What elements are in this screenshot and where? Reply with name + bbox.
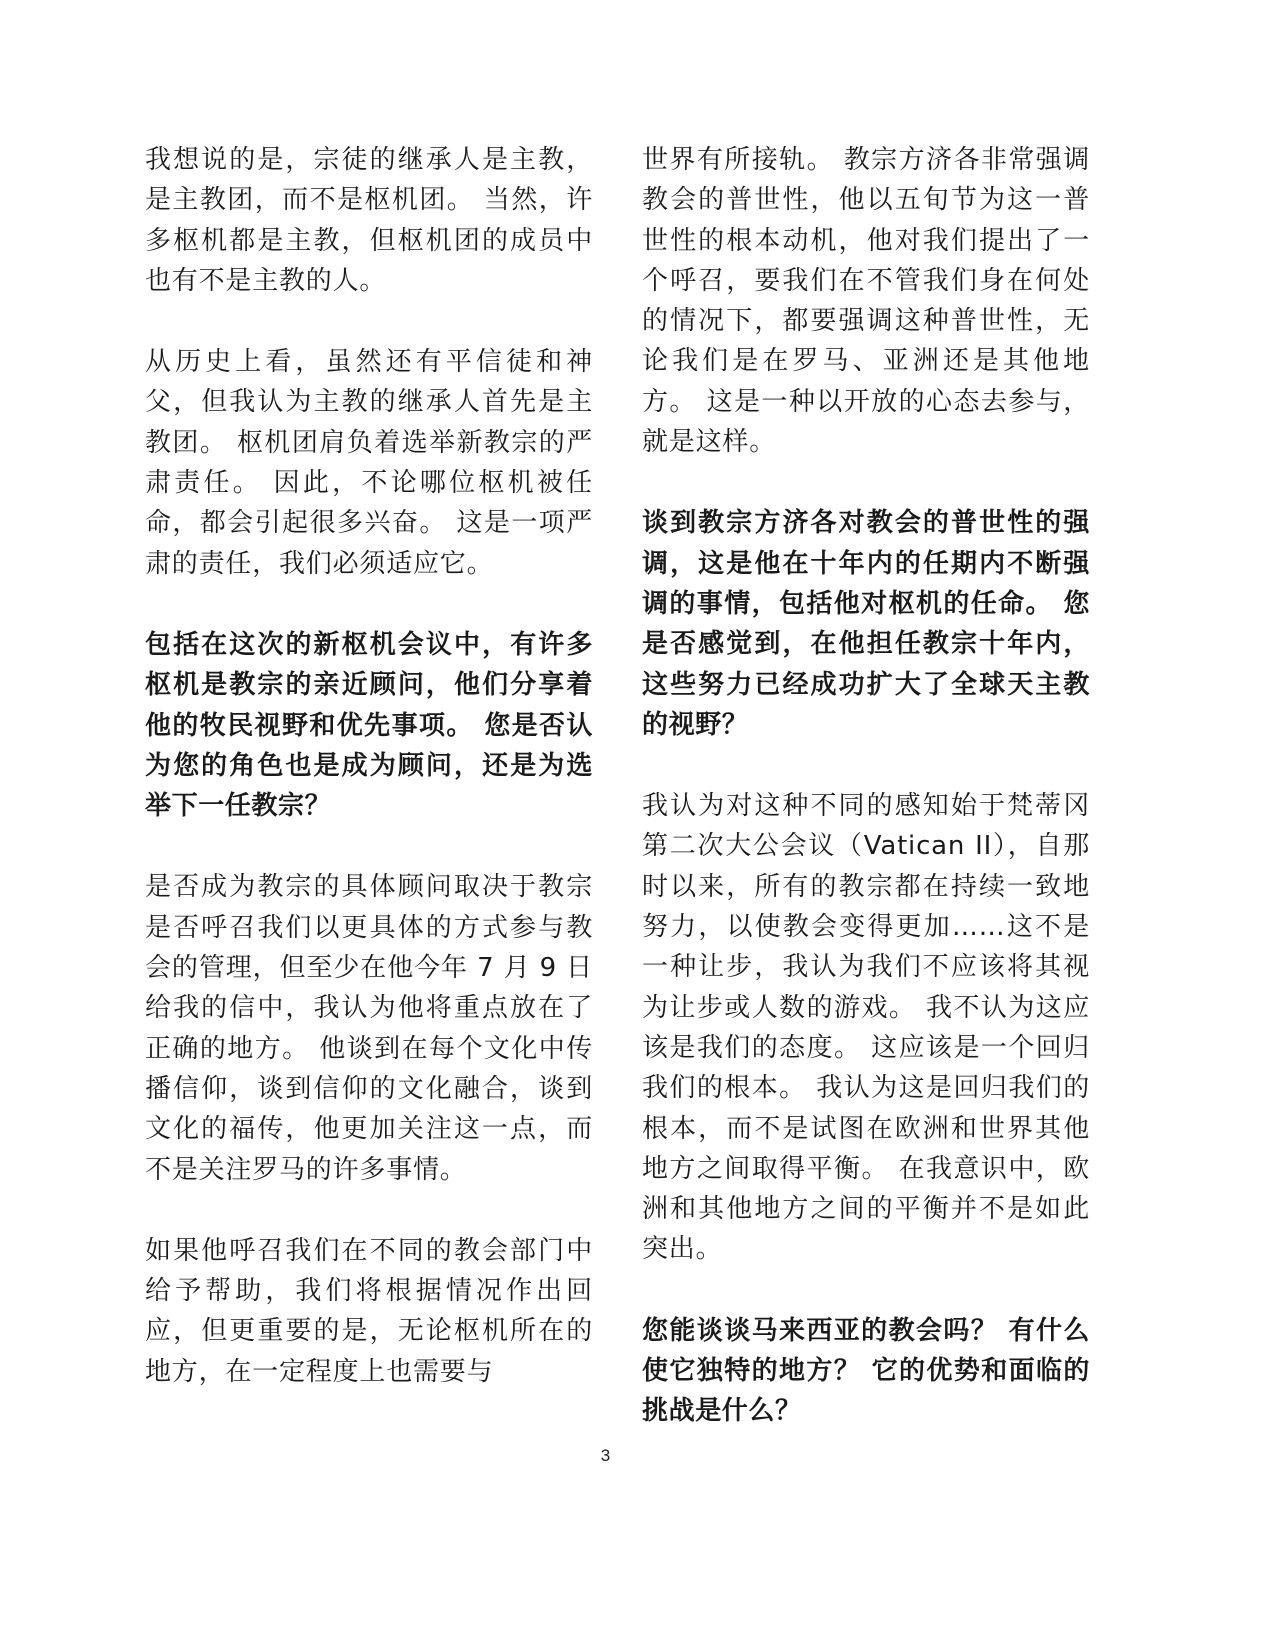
answer-paragraph: 如果他呼召我们在不同的教会部门中给予帮助，我们将根据情况作出回应，但更重要的是，无论枢机所在的地方，在一定程度上也需要与: [145, 1235, 593, 1387]
question-paragraph: 谈到教宗方济各对教会的普世性的强调，这是他在十年内的任期内不断强调的事情，包括他对枢机的任命。 您是否感觉到，在他担任教宗十年内，这些努力已经成功扩大了全球天主教的视野？: [642, 508, 1090, 740]
left-column: [145, 140, 593, 1433]
page-number: 3: [600, 1446, 611, 1465]
answer-paragraph: 我想说的是，宗徒的继承人是主教，是主教团，而不是枢机团。 当然，许多枢机都是主教，但枢机团的成员中也有不是主教的人。: [145, 145, 593, 296]
answer-paragraph: 是否成为教宗的具体顾问取决于教宗是否呼召我们以更具体的方式参与教会的管理，但至少在他今年 7 月 9 日给我的信中，我认为他将重点放在了正确的地方。 他谈到在每个文化中传播信仰，谈到信仰的文化融合，谈到文化的福传，他更加关注这一点，而不是关注罗马的许多事情。: [145, 872, 593, 1185]
answer-paragraph: 我认为对这种不同的感知始于梵蒂冈第二次大公会议（Vatican II），自那时以来，所有的教宗都在持续一致地努力，以使教会变得更加……这不是一种让步，我认为我们不应该将其视为让步或人数的游戏。 我不认为这应该是我们的态度。 这应该是一个回归我们的根本。 我认为这是回归我们的根本，而不是试图在欧洲和世界其他地方之间取得平衡。 在我意识中，欧洲和其他地方之间的平衡并不是如此突出。: [642, 791, 1090, 1265]
answer-paragraph: 从历史上看，虽然还有平信徒和神父，但我认为主教的继承人首先是主教团。 枢机团肩负着选举新教宗的严肃责任。 因此，不论哪位枢机被任命，都会引起很多兴奋。 这是一项严肃的责任，我们必须适应它。: [145, 347, 593, 579]
question-paragraph: 包括在这次的新枢机会议中，有许多枢机是教宗的亲近顾问，他们分享着他的牧民视野和优先事项。 您是否认为您的角色也是成为顾问，还是为选举下一任教宗？: [145, 629, 593, 822]
answer-paragraph: 世界有所接轨。 教宗方济各非常强调教会的普世性，他以五旬节为这一普世性的根本动机，他对我们提出了一个呼召，要我们在不管我们身在何处的情况下，都要强调这种普世性，无论我们是在罗马、亚洲还是其他地方。 这是一种以开放的心态去参与，就是这样。: [642, 145, 1090, 458]
right-column: [642, 140, 1090, 1473]
question-paragraph: 您能谈谈马来西亚的教会吗？ 有什么使它独特的地方？ 它的优势和面临的挑战是什么？: [642, 1315, 1090, 1427]
